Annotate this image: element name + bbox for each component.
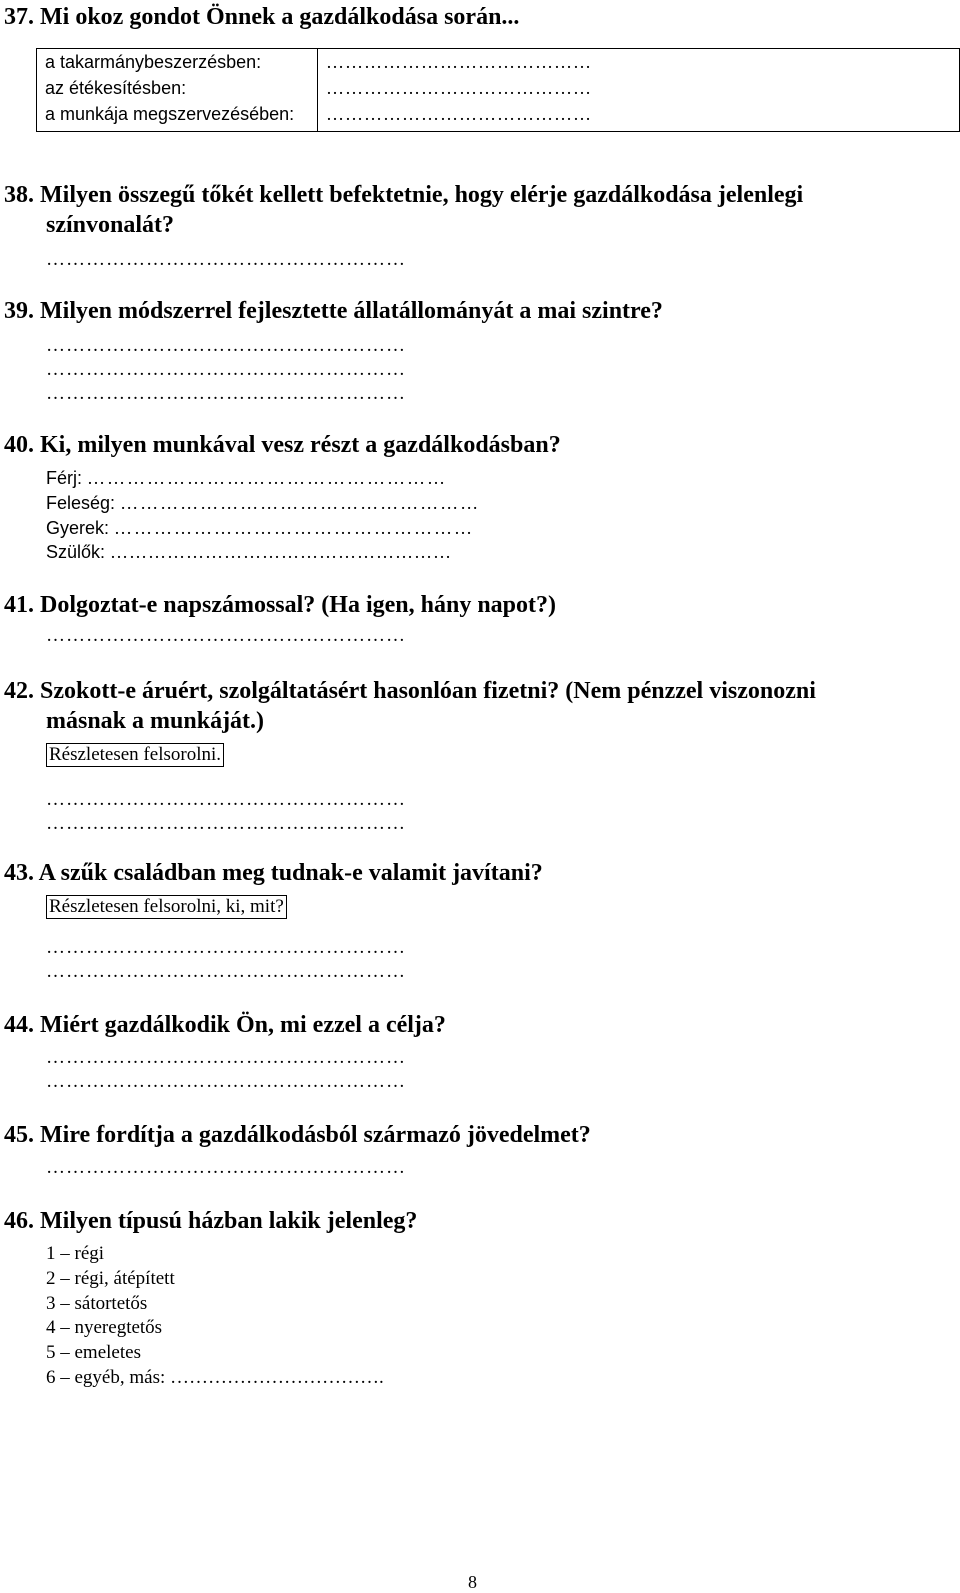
q37-row-value[interactable]	[318, 49, 960, 132]
q46-option[interactable]: 4 – nyeregtetős	[46, 1317, 163, 1338]
q42-instruction: Részletesen felsorolni.	[46, 743, 224, 767]
q46-option[interactable]: 5 – emeletes	[46, 1342, 141, 1363]
question-39-title: 39. Milyen módszerrel fejlesztette állatállományát a mai szintre?	[4, 298, 663, 324]
line-label: Szülők:	[46, 542, 106, 562]
row-label: a takarmánybeszerzésben:	[45, 52, 262, 72]
q40-line-ferj	[46, 466, 447, 490]
q37-row-label	[37, 49, 318, 132]
answer-dots[interactable]: ……………………………………	[326, 104, 592, 124]
answer-dots[interactable]: ………………………………………………	[46, 335, 406, 356]
q46-option[interactable]: 1 – régi	[46, 1243, 105, 1264]
answer-dots[interactable]: ………………………………………………	[46, 1047, 406, 1068]
answer-dots[interactable]: ………………………………………………	[46, 1157, 406, 1178]
question-37-title: 37. Mi okoz gondot Önnek a gazdálkodása során...	[4, 4, 520, 30]
question-38-title-cont: színvonalát?	[46, 212, 175, 238]
question-41-title: 41. Dolgoztat-e napszámossal? (Ha igen, hány napot?)	[4, 592, 557, 618]
answer-dots[interactable]: ………………………………………………	[46, 359, 406, 380]
answer-dots[interactable]: ……………………………………	[326, 52, 592, 72]
answer-dots[interactable]: ………………………………………………	[110, 542, 453, 562]
q46-option[interactable]: 3 – sátortetős	[46, 1293, 148, 1314]
answer-dots[interactable]: ………………………………………………	[120, 493, 481, 513]
question-42-title: 42. Szokott-e áruért, szolgáltatásért hasonlóan fizetni? (Nem pénzzel viszonozni	[4, 678, 816, 704]
row-label: az étékesítésben:	[45, 78, 187, 98]
answer-dots[interactable]: ………………………………………………	[46, 383, 406, 404]
row-label: a munkája megszervezésében:	[45, 104, 295, 124]
question-40-title: 40. Ki, milyen munkával vesz részt a gazdálkodásban?	[4, 432, 561, 458]
answer-dots[interactable]: ……………………………………	[326, 78, 592, 98]
question-45-title: 45. Mire fordítja a gazdálkodásból származó jövedelmet?	[4, 1122, 591, 1148]
page-number: 8	[468, 1572, 477, 1592]
q37-table	[36, 48, 960, 132]
q43-instruction: Részletesen felsorolni, ki, mit?	[46, 895, 287, 919]
line-label: Gyerek:	[46, 518, 110, 538]
answer-dots[interactable]: ………………………………………………	[46, 789, 406, 810]
q46-option[interactable]: 2 – régi, átépített	[46, 1268, 175, 1289]
q46-option[interactable]: 6 – egyéb, más: …………………………….	[46, 1367, 384, 1388]
question-44-title: 44. Miért gazdálkodik Ön, mi ezzel a célja?	[4, 1012, 446, 1038]
answer-dots[interactable]: ………………………………………………	[46, 937, 406, 958]
q40-line-feleseg	[46, 491, 480, 515]
answer-dots[interactable]: ………………………………………………	[46, 625, 406, 646]
answer-dots[interactable]: ………………………………………………	[87, 468, 448, 488]
answer-dots[interactable]: ………………………………………………	[46, 813, 406, 834]
answer-dots[interactable]: ………………………………………………	[46, 249, 406, 270]
answer-dots[interactable]: ………………………………………………	[46, 1071, 406, 1092]
answer-dots[interactable]: ………………………………………………	[46, 961, 406, 982]
line-label: Feleség:	[46, 493, 116, 513]
question-43-title: 43. A szűk családban meg tudnak-e valamit javítani?	[4, 860, 543, 886]
question-46-title: 46. Milyen típusú házban lakik jelenleg?	[4, 1208, 418, 1234]
question-42-title-cont: másnak a munkáját.)	[46, 708, 265, 734]
table-row	[37, 49, 960, 132]
answer-dots[interactable]: ………………………………………………	[114, 518, 475, 538]
question-38-title: 38. Milyen összegű tőkét kellett befektetnie, hogy elérje gazdálkodása jelenlegi	[4, 182, 804, 208]
q40-line-gyerek	[46, 516, 474, 540]
q40-line-szulok	[46, 540, 452, 564]
line-label: Férj:	[46, 468, 82, 488]
